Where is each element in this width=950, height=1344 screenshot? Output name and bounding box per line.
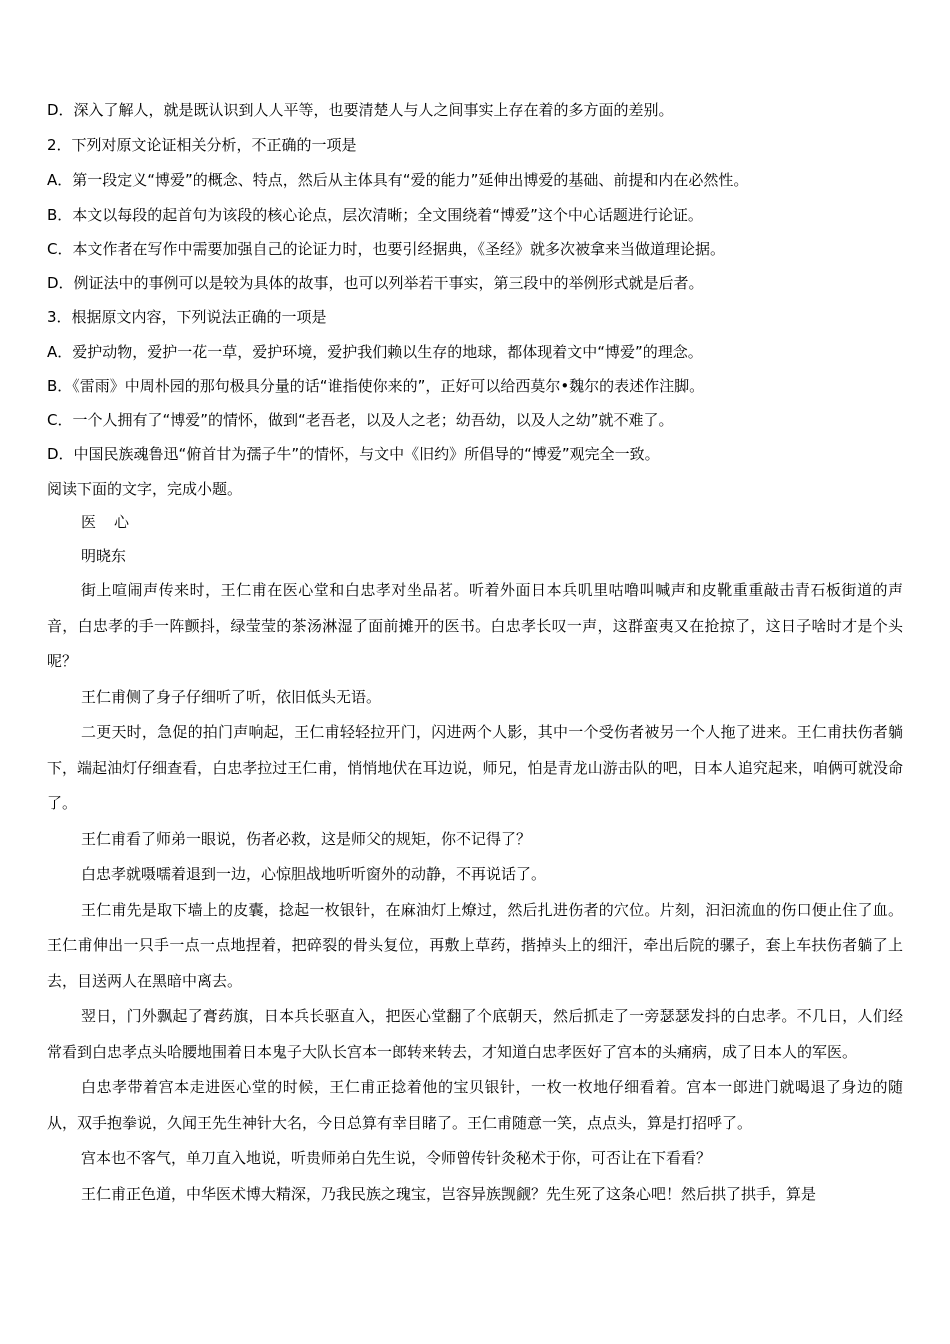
story-paragraph: 二更天时，急促的拍门声响起，王仁甫轻轻拉开门，闪进两个人影，其中一个受伤者被另一个人拖了进来。王仁甫扶伤者躺下，端起油灯仔细查看，白忠孝拉过王仁甫，悄悄地伏在耳边说，师兄，怕是青龙山游击队的吧，日本人追究起来，咱俩可就没命了。 bbox=[47, 723, 903, 812]
story-paragraph: 白忠孝带着宫本走进医心堂的时候，王仁甫正捻着他的宝贝银针，一枚一枚地仔细看着。宫本一郎进门就喝退了身边的随从，双手抱拳说，久闻王先生神针大名，今日总算有幸目睹了。王仁甫随意一笑，点点头，算是打招呼了。 bbox=[47, 1078, 903, 1132]
question-3-stem: 3．根据原文内容，下列说法正确的一项是 bbox=[47, 308, 327, 326]
question-2-option-c: C．本文作者在写作中需要加强自己的论证力时，也要引经据典，《圣经》就多次被拿来当做道理论据。 bbox=[47, 240, 725, 258]
story-paragraph: 王仁甫侧了身子仔细听了听，依旧低头无语。 bbox=[81, 687, 382, 706]
story-paragraph: 宫本也不客气，单刀直入地说，听贵师弟白先生说，令师曾传针灸秘术于你，可否让在下看看？ bbox=[81, 1149, 712, 1167]
story-paragraph: 翌日，门外飘起了膏药旗，日本兵长驱直入，把医心堂翻了个底朝天，然后抓走了一旁瑟瑟发抖的白忠孝。不几日，人们经常看到白忠孝点头哈腰地围着日本鬼子大队长宫本一郎转来转去，才知道白忠孝医好了宫本的头痛病，成了日本人的军医。 bbox=[47, 1007, 903, 1061]
reading-instruction: 阅读下面的文字，完成小题。 bbox=[47, 480, 243, 498]
question-3-option-a: A．爱护动物，爱护一花一草，爱护环境，爱护我们赖以生存的地球，都体现着文中“博爱”的理念。 bbox=[47, 343, 703, 361]
story-paragraph: 街上喧闹声传来时，王仁甫在医心堂和白忠孝对坐品茗。听着外面日本兵叽里咕噜叫喊声和皮靴重重敲击青石板街道的声音，白忠孝的手一阵颤抖，绿莹莹的茶汤淋湿了面前摊开的医书。白忠孝长叹一声，这群蛮夷又在抢掠了，这日子啥时才是个头呢？ bbox=[47, 581, 903, 670]
story-paragraph: 王仁甫正色道，中华医术博大精深，乃我民族之瑰宝，岂容异族觊觎？先生死了这条心吧！然后拱了拱手，算是 bbox=[81, 1184, 817, 1203]
story-section bbox=[47, 505, 903, 1212]
question-2-option-d: D．例证法中的事例可以是较为具体的故事，也可以列举若干事实，第三段中的举例形式就是后者。 bbox=[47, 274, 704, 292]
story-title bbox=[47, 505, 903, 539]
option-d-line-1: D．深入了解人，就是既认识到人人平等，也要清楚人与人之间事实上存在着的多方面的差别。 bbox=[47, 101, 674, 119]
question-2-stem: 2．下列对原文论证相关分析，不正确的一项是 bbox=[47, 136, 357, 154]
story-paragraph: 白忠孝就嗫嚅着退到一边，心惊胆战地听听窗外的动静，不再说话了。 bbox=[81, 865, 547, 883]
story-title-char-1: 医 bbox=[81, 513, 97, 531]
question-2-option-b: B．本文以每段的起首句为该段的核心论点，层次清晰；全文围绕着“博爱”这个中心话题进行论证。 bbox=[47, 206, 703, 224]
story-paragraph: 王仁甫看了师弟一眼说，伤者必救，这是师父的规矩，你不记得了？ bbox=[81, 829, 532, 848]
question-3-option-d: D．中国民族魂鲁迅“俯首甘为孺子牛”的情怀，与文中《旧约》所倡导的“博爱”观完全一致。 bbox=[47, 445, 660, 463]
story-author: 明晓东 bbox=[81, 547, 127, 565]
story-title-char-2: 心 bbox=[114, 513, 130, 531]
question-2-option-a: A．第一段定义“博爱”的概念、特点，然后从主体具有“爱的能力”延伸出博爱的基础、前提和内在必然性。 bbox=[47, 171, 749, 189]
question-3-option-b: B．《雷雨》中周朴园的那句极具分量的话“谁指使你来的”，正好可以给西莫尔•魏尔的表述作注脚。 bbox=[47, 377, 705, 395]
question-3-option-c: C．一个人拥有了“博爱”的情怀，做到“老吾老，以及人之老；幼吾幼，以及人之幼”就不难了。 bbox=[47, 411, 674, 429]
story-paragraph: 王仁甫先是取下墙上的皮囊，捻起一枚银针，在麻油灯上燎过，然后扎进伤者的穴位。片刻，汩汩流血的伤口便止住了血。王仁甫伸出一只手一点一点地捏着，把碎裂的骨头复位，再敷上草药，揩掉头上的细汗，牵出后院的骡子，套上车扶伤者躺了上去，目送两人在黑暗中离去。 bbox=[47, 900, 903, 990]
